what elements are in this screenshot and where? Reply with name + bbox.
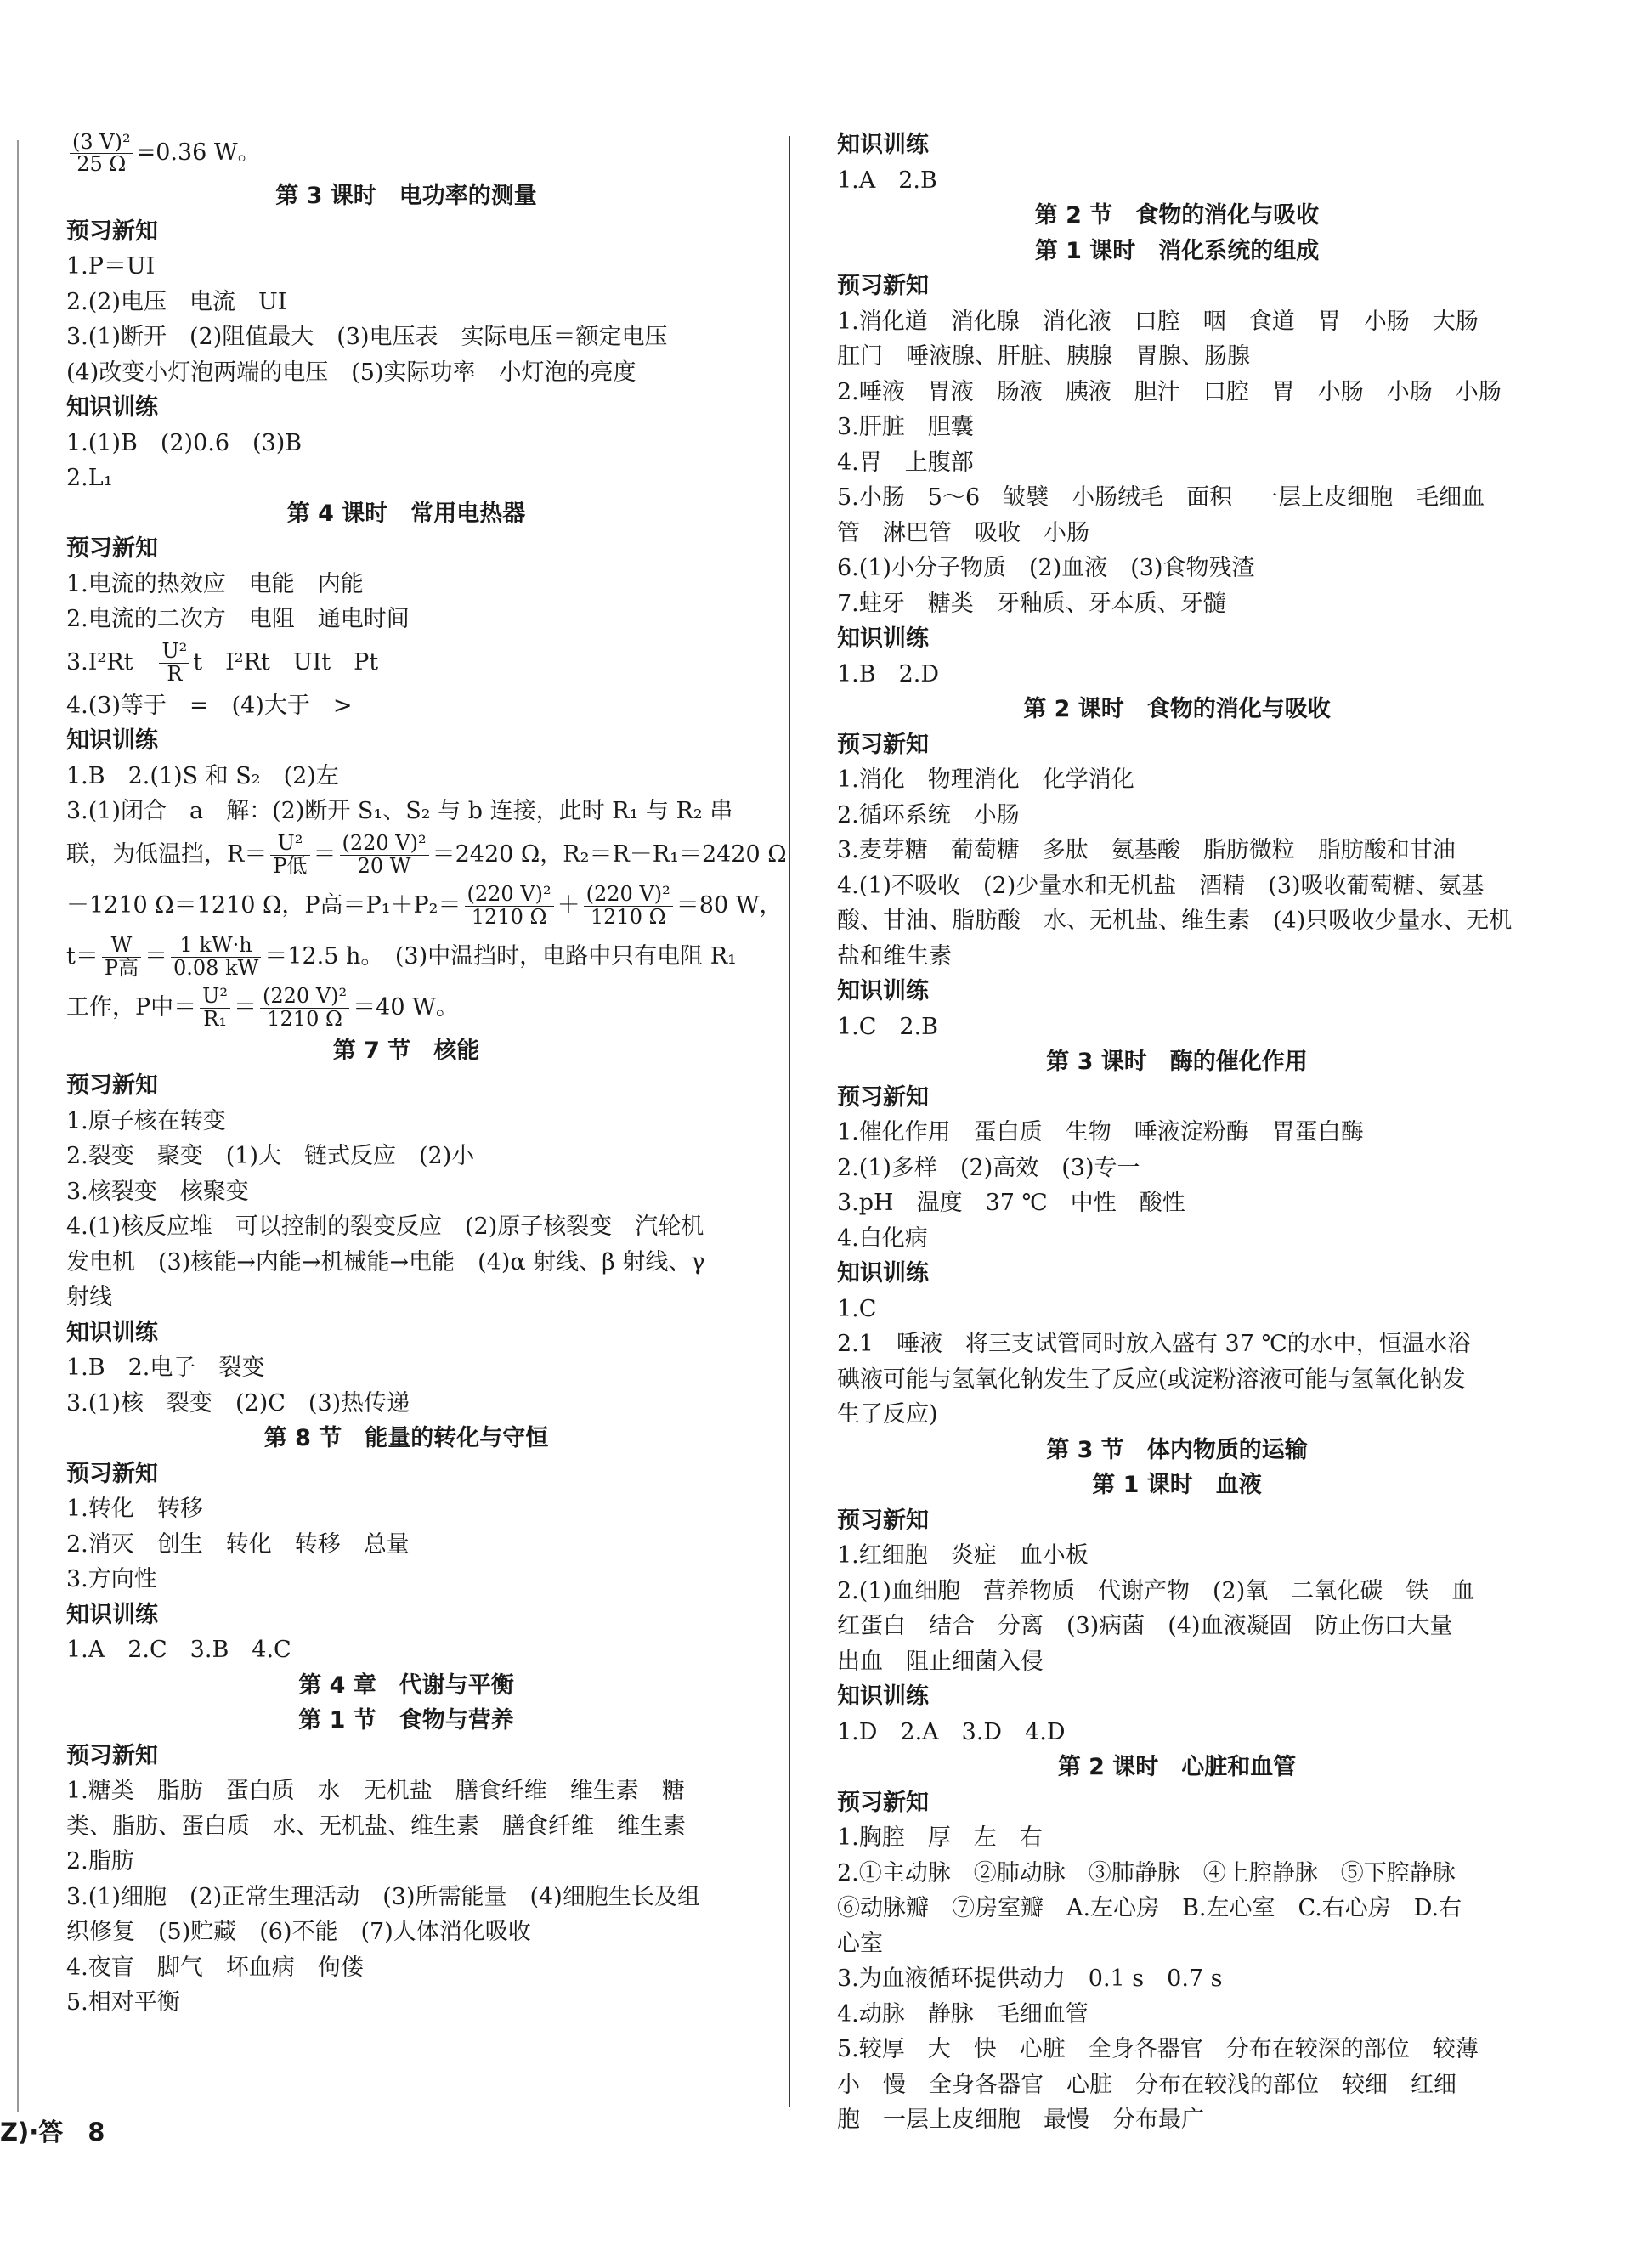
fraction: $\frac{\text{(220 V)²}}{1210 \Omega}$ [584,884,673,927]
section-heading: 第 7 节 核能 [332,1037,480,1064]
subsection-label: 知识训练 [66,727,158,754]
answer-line: 3.肝脏 胆囊 [837,414,974,440]
answer-line: 1.P＝UI [66,253,156,280]
section-heading: 第 1 课时 消化系统的组成 [1034,237,1320,264]
answer-line: 2.唾液 胃液 肠液 胰液 胆汁 口腔 胃 小肠 小肠 小肠 [837,378,1502,405]
left-section-a [66,178,746,637]
answer-line: 1.D 2.A 3.D 4.D [837,1718,1066,1745]
top-formula-line: $\frac{\text{(3 V)²}}{25 \Omega}$ =0.36 W。 [66,127,746,178]
answer-line: 1.电流的热效应 电能 内能 [66,570,364,597]
answer-line: 1.(1)B (2)0.6 (3)B [66,429,303,456]
answer-line: 1.B 2.电子 裂变 [66,1355,265,1381]
answer-line: 4.(1)不吸收 (2)少量水和无机盐 酒精 (3)吸收葡萄糖、氨基 [837,872,1485,899]
answer-line: 2.1 唾液 将三支试管同时放入盛有 37 ℃的水中，恒温水浴 [837,1331,1471,1357]
subsection-label: 知识训练 [837,978,929,1004]
subsection-label: 知识训练 [837,132,929,158]
subsection-label: 预习新知 [837,1507,929,1534]
fraction: $\frac{\text{U²}}{\text{P低}}$ [270,833,309,876]
answer-line: 发电机 (3)核能→内能→机械能→电能 (4)α 射线、β 射线、γ [66,1248,705,1275]
answer-line: 4.胃 上腹部 [837,449,974,476]
left-formula-block [66,829,787,1033]
subsection-label: 知识训练 [66,1319,158,1346]
answer-line: 2.(2)电压 电流 UI [66,288,287,315]
answer-line: 2.裂变 聚变 (1)大 链式反应 (2)小 [66,1143,475,1169]
answer-line: 3.核裂变 核聚变 [66,1178,249,1205]
answer-line: 1.胸腔 厚 左 右 [837,1824,1043,1851]
answer-line: 2.(1)血细胞 营养物质 代谢产物 (2)氧 二氧化碳 铁 血 [837,1577,1475,1604]
fraction: $\frac{\text{(220 V)²}}{1210 \Omega}$ [465,884,554,927]
answer-line: 酸、甘油、脂肪酸 水、无机盐、维生素 (4)只吸收少量水、无机 [837,908,1513,934]
section-heading: 第 8 节 能量的转化与守恒 [263,1425,549,1451]
answer-line: 3.麦芽糖 葡萄糖 多肽 氨基酸 脂肪微粒 脂肪酸和甘油 [837,837,1456,863]
answer-line: 3.为血液循环提供动力 0.1 s 0.7 s [837,1965,1223,1992]
answer-line: 3.方向性 [66,1566,157,1592]
section-heading: 第 4 章 代谢与平衡 [298,1671,514,1699]
answer-line: 1.消化道 消化腺 消化液 口腔 咽 食道 胃 小肠 大肠 [837,308,1479,335]
left-section-c [66,1033,746,2021]
answer-line: 1.A 2.C 3.B 4.C [66,1637,291,1663]
formula-line: t＝ $\frac{W}{\text{P高}}$ ＝ $\frac{1 kW\cdot h}{0.08 kW}$ ＝12.5 h。 (3)中温挡时，电路中只有电阻 R₁ [66,933,737,980]
answer-line: 管 淋巴管 吸收 小肠 [837,519,1089,546]
answer-line: 1.原子核在转变 [66,1107,226,1134]
subsection-label: 知识训练 [66,1601,158,1628]
answer-line: 4.(1)核反应堆 可以控制的裂变反应 (2)原子核裂变 汽轮机 [66,1213,704,1240]
answer-line: 2.脂肪 [66,1848,134,1875]
answer-line: 1.A 2.B [837,167,937,194]
answer-line: 1.C [837,1295,877,1322]
answer-line: 4.夜盲 脚气 坏血病 佝偻 [66,1954,364,1981]
answer-line: 4.动脉 静脉 毛细血管 [837,2000,1089,2028]
answer-line: 1.催化作用 蛋白质 生物 唾液淀粉酶 胃蛋白酶 [837,1119,1364,1145]
answer-line: 1.B 2.(1)S 和 S₂ (2)左 [66,762,339,789]
answer-line: 2.①主动脉 ②肺动脉 ③肺静脉 ④上腔静脉 ⑤下腔静脉 [837,1859,1456,1886]
subsection-label: 预习新知 [66,535,158,562]
answer-line: 盐和维生素 [837,942,952,970]
subsection-label: 知识训练 [837,1260,929,1287]
answer-line: 2.消灭 创生 转化 转移 总量 [66,1530,410,1558]
answer-line: 1.红细胞 炎症 血小板 [837,1542,1089,1569]
answer-line: 3.(1)闭合 a 解：(2)断开 S₁、S₂ 与 b 连接，此时 R₁ 与 R₂ 串 [66,798,733,824]
left-column [66,127,787,2021]
answer-line: 出血 阻止细菌入侵 [837,1648,1044,1675]
subsection-label: 知识训练 [837,625,929,652]
answer-line: 织修复 (5)贮藏 (6)不能 (7)人体消化吸收 [66,1919,531,1945]
answer-line-formula: 3.I²Rt $\frac{\text{U²}}{R}$ t I²Rt UIt Pt [66,639,379,686]
answer-line: 4.白化病 [837,1224,928,1252]
page-footer: Z)·答 8 [0,2118,105,2146]
subsection-label: 预习新知 [837,1083,929,1111]
answer-line: 1.消化 物理消化 化学消化 [837,766,1134,793]
formula-line: －1210 Ω＝1210 Ω，P高＝P₁＋P₂＝ $\frac{\text{(220 V)²}}{1210 \Omega}$ ＋ $\frac{\text{(220 V)²}}{1210 \Omega}$ ＝80 W， [66,882,783,929]
answer-line: 7.蛀牙 糖类 牙釉质、牙本质、牙髓 [837,590,1226,617]
fraction: $\frac{1 kW\cdot h}{0.08 kW}$ [171,935,261,978]
subsection-label: 预习新知 [66,1072,158,1099]
answer-line: 3.(1)细胞 (2)正常生理活动 (3)所需能量 (4)细胞生长及组 [66,1883,700,1910]
answer-line: 6.(1)小分子物质 (2)血液 (3)食物残渣 [837,555,1255,581]
answer-line: 1.C 2.B [837,1013,939,1040]
answer-line: 胞 一层上皮细胞 最慢 分布最广 [837,2107,1204,2133]
subsection-label: 预习新知 [66,1742,158,1769]
formula-line: 工作，P中＝ $\frac{\text{U²}}{\text{R₁}}$ ＝ $\frac{\text{(220 V)²}}{1210 \Omega}$ ＝40 W。 [66,984,459,1031]
answer-line: 生了反应) [837,1401,938,1428]
left-section-b [66,688,746,829]
answer-line: ⑥动脉瓣 ⑦房室瓣 A.左心房 B.左心室 C.右心房 D.右 [837,1895,1462,1921]
section-heading: 第 3 课时 酶的催化作用 [1046,1049,1308,1075]
section-heading: 第 3 课时 电功率的测量 [275,183,537,209]
answer-line: 2.(1)多样 (2)高效 (3)专一 [837,1154,1140,1181]
answer-line: 心室 [837,1930,883,1957]
answer-line: 1.B 2.D [837,660,940,687]
section-heading: 第 4 课时 常用电热器 [286,500,526,527]
answer-line: 2.循环系统 小肠 [837,801,1020,829]
fraction: $\frac{\text{U²}}{R}$ [159,641,189,684]
section-heading: 第 1 课时 血液 [1092,1472,1262,1498]
answer-line: 肛门 唾液腺、肝脏、胰腺 胃腺、肠腺 [837,343,1250,370]
fraction: $\frac{\text{U²}}{\text{R₁}}$ [200,986,230,1029]
answer-line: 类、脂肪、蛋白质 水、无机盐、维生素 膳食纤维 维生素 [66,1813,686,1840]
column-divider [789,136,790,2107]
subsection-label: 预习新知 [837,1789,929,1816]
answer-line: 4.(3)等于 = (4)大于 > [66,692,353,719]
fraction: $\frac{\text{(220 V)²}}{1210 \Omega}$ [260,986,349,1029]
answer-line: 小 慢 全身各器官 心脏 分布在较浅的部位 较细 红细 [837,2071,1456,2098]
section-heading: 第 3 节 体内物质的运输 [1046,1436,1308,1463]
answer-line: 红蛋白 结合 分离 (3)病菌 (4)血液凝固 防止伤口大量 [837,1613,1453,1639]
answer-line: 1.转化 转移 [66,1496,203,1522]
subsection-label: 预习新知 [66,218,158,245]
answer-line: 2.L₁ [66,465,113,491]
subsection-label: 知识训练 [837,1683,929,1710]
answer-line: 1.糖类 脂肪 蛋白质 水 无机盐 膳食纤维 维生素 糖 [66,1778,685,1804]
fraction: $\frac{\text{(3 V)²}}{25 \Omega}$ [70,132,133,175]
answer-line: 射线 [66,1284,112,1310]
page-edge-line [17,140,19,2112]
answer-line: (4)改变小灯泡两端的电压 (5)实际功率 小灯泡的亮度 [66,359,636,386]
fraction: $\frac{W}{\text{P高}}$ [102,935,141,978]
subsection-label: 知识训练 [66,394,158,421]
section-heading: 第 2 课时 心脏和血管 [1057,1754,1297,1780]
section-heading: 第 1 节 食物与营养 [298,1707,514,1734]
answer-line: 2.电流的二次方 电阻 通电时间 [66,606,410,632]
section-heading: 第 2 节 食物的消化与吸收 [1034,202,1320,229]
section-heading: 第 2 课时 食物的消化与吸收 [1023,696,1331,722]
answer-line: 5.较厚 大 快 心脏 全身各器官 分布在较深的部位 较薄 [837,2036,1479,2062]
fraction: $\frac{\text{(220 V)²}}{20 W}$ [340,833,429,876]
answer-line: 3.pH 温度 37 ℃ 中性 酸性 [837,1190,1185,1216]
subsection-label: 预习新知 [837,273,929,299]
answer-line: 3.(1)断开 (2)阻值最大 (3)电压表 实际电压＝额定电压 [66,324,668,350]
answer-line: 5.相对平衡 [66,1989,180,2016]
subsection-label: 预习新知 [837,731,929,758]
right-column [837,127,1517,2138]
answer-line: 3.(1)核 裂变 (2)C (3)热传递 [66,1389,410,1417]
formula-line: 联，为低温挡，R＝ $\frac{\text{U²}}{\text{P低}}$ ＝ $\frac{\text{(220 V)²}}{20 W}$ ＝2420 Ω，R₂＝R－R₁＝2420 Ω [66,831,787,878]
answer-line: 碘液可能与氢氧化钠发生了反应(或淀粉溶液可能与氢氧化钠发 [837,1366,1466,1393]
subsection-label: 预习新知 [66,1460,158,1487]
answer-line: 5.小肠 5～6 皱襞 小肠绒毛 面积 一层上皮细胞 毛细血 [837,484,1485,511]
